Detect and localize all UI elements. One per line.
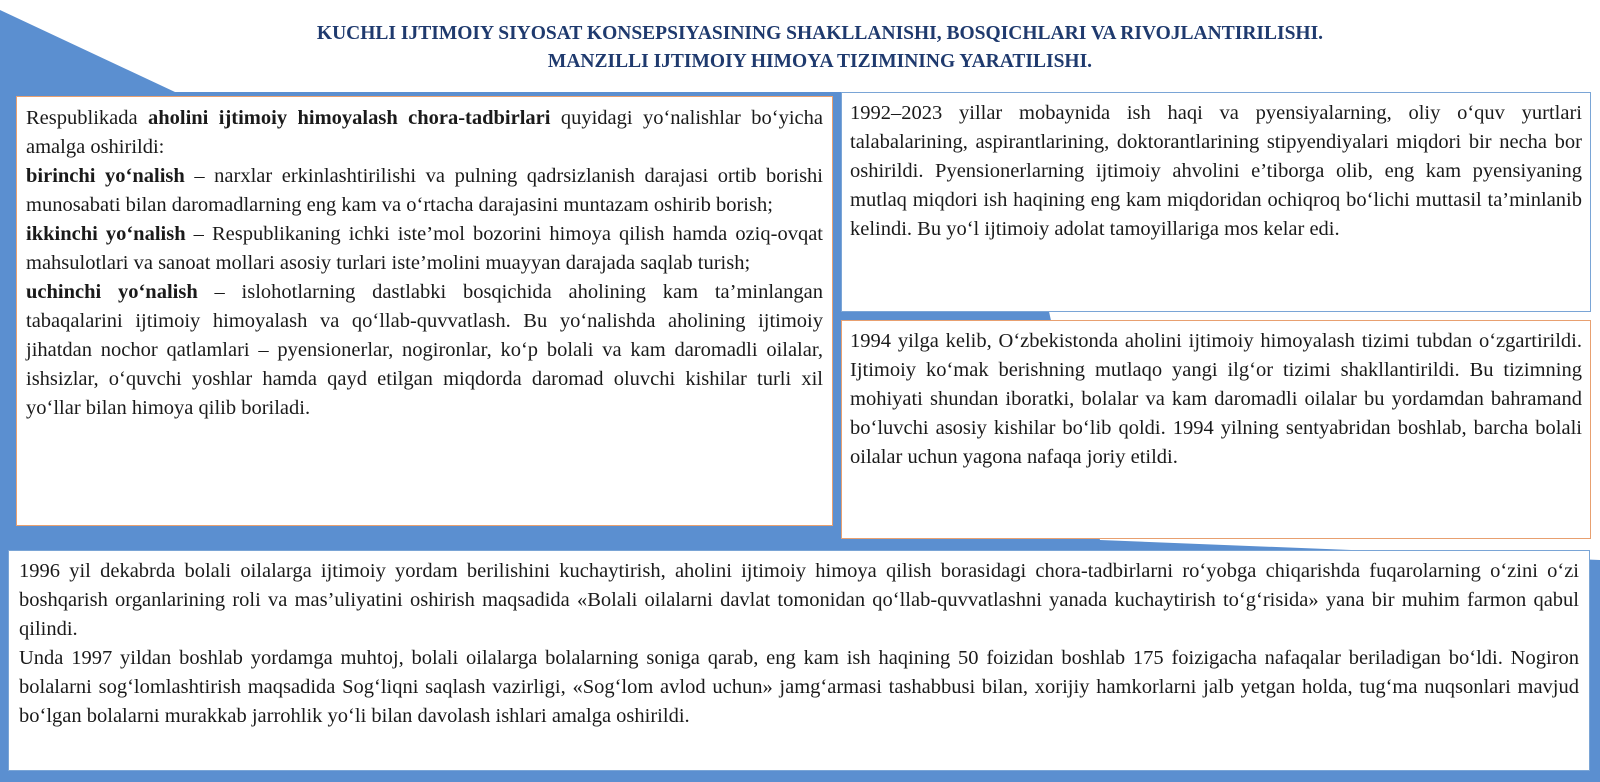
direction-1: birinchi yo‘nalish – narxlar erkinlashtirilishi va pulning qadrsizlanish darajasi ortib borishi munosabati bilan daromadlarning eng kam va o‘rtacha darajasini muntazam oshirib borish; <box>26 165 823 216</box>
title-line-2: MANZILLI IJTIMOIY HIMOYA TIZIMINING YARATILISHI. <box>547 51 1093 72</box>
decree-1996-box <box>8 550 1590 771</box>
decree-1996-paragraph: 1996 yil dekabrda bolali oilalarga ijtimoiy yordam berilishini kuchaytirish, aholini ijtimoiy himoya qilish borasidagi chora-tadbirlarni ro‘yobga chiqarishda fuqarolarning o‘zini o‘zi boshqarish organlarining roli va mas’uliyatini oshirish maqsadida «Bolali oilalarni davlat tomonidan qo‘llab-quvvatlashni yanada kuchaytirish to‘g‘risida» yana bir muhim farmon qabul qilindi. <box>19 560 1579 640</box>
benefits-1997-paragraph: Unda 1997 yildan boshlab yordamga muhtoj, bolali oilalarga bolalarning soniga qarab, eng kam ish haqining 50 foizidan boshlab 175 foizigacha nafaqalar beriladigan bo‘ldi. Nogiron bolalarni sog‘lomlashtirish maqsadida Sog‘liqni saqlash vazirligi, «Sog‘lom avlod uchun» jamg‘armasi tashabbusi bilan, xorijiy hamkorlarni jalb yetgan holda, tug‘ma nuqsonlari mavjud bo‘lgan bolalarni murakkab jarrohlik yo‘li bilan davolash ishlari amalga oshirildi. <box>19 647 1579 727</box>
direction-2: ikkinchi yo‘nalish – Respublikaning ichki iste’mol bozorini himoya qilish hamda oziq-ovqat mahsulotlari va sanoat mollari asosiy turlari iste’molini muayyan darajada saqlab turish; <box>26 223 823 274</box>
reform-1994-text: 1994 yilga kelib, O‘zbekistonda aholini ijtimoiy himoyalash tizimi tubdan o‘zgartirildi. Ijtimoiy ko‘mak berishning mutlaqo yangi ilg‘or tizimi shakllantirildi. Bu tizimning mohiyati shundan iboratki, bolalar va kam daromadli oilalar bu yordamdan bahramand bo‘luvchi asosiy kishilar bo‘lib qoldi. 1994 yilning sentyabridan boshlab, barcha bolali oilalar uchun yagona nafaqa joriy etildi. <box>850 330 1582 468</box>
direction-3: uchinchi yo‘nalish – islohotlarning dastlabki bosqichida aholining kam ta’minlangan tabaqalarini ijtimoiy himoyalash va qo‘llab-quvvatlash. Bu yo‘nalishda aholining ijtimoiy jihatdan nochor qatlamlari – pyensionerlar, nogironlar, ko‘p bolali va kam daromadli oilalar, ishsizlar, o‘quvchi yoshlar hamda qayd etilgan miqdorda daromad oluvchi kishilar turli xil yo‘llar bilan himoya qilib boriladi. <box>26 281 823 419</box>
wages-pensions-box <box>841 92 1591 312</box>
directions-intro: Respublikada aholini ijtimoiy himoyalash chora-tadbirlari quyidagi yo‘nalishlar bo‘yicha amalga oshirildi: <box>26 107 823 158</box>
wages-pensions-text: 1992–2023 yillar mobaynida ish haqi va pyensiyalarning, oliy o‘quv yurtlari talabalarining, aspirantlarining, doktorantlarining stipyendiyalari miqdori bir necha bor oshirildi. Pyensionerlarning ijtimoiy ahvolini e’tiborga olib, eng kam pyensiyaning mutlaq miqdori ish haqining eng kam miqdoridan ochiqroq bo‘lichi muttasil ta’minlanib kelindi. Bu yo‘l ijtimoiy adolat tamoyillariga mos kelar edi. <box>850 102 1582 240</box>
social-protection-directions-box <box>16 96 833 526</box>
title-line-1: KUCHLI IJTIMOIY SIYOSAT KONSEPSIYASINING SHAKLLANISHI, BOSQICHLARI VA RIVOJLANTIRILISHI. <box>316 23 1324 44</box>
reform-1994-box <box>841 320 1591 539</box>
page-title <box>170 20 1470 76</box>
